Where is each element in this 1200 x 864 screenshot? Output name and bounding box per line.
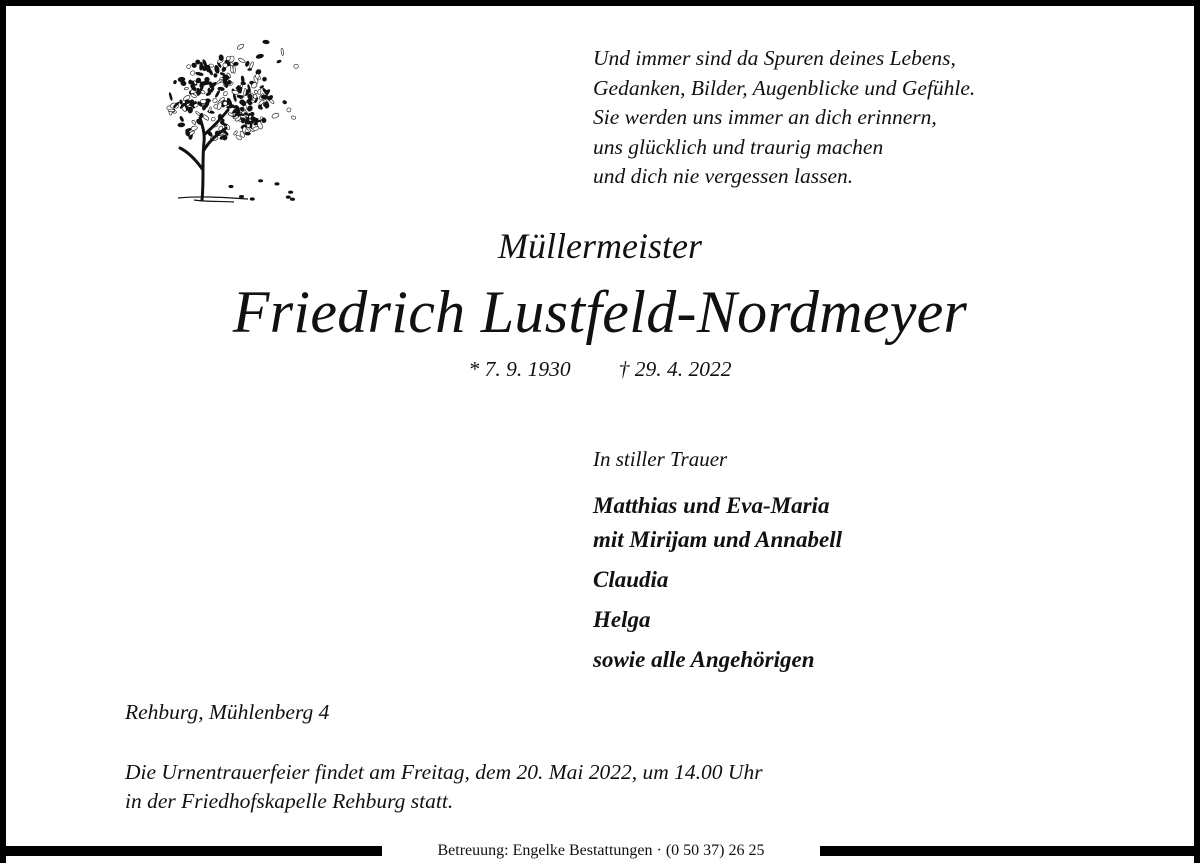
deceased-title: Müllermeister	[498, 226, 702, 266]
mourner-name: mit Mirijam und Annabell	[593, 527, 843, 552]
mourner-name: Matthias und Eva-Maria	[593, 493, 830, 518]
life-dates	[0, 354, 1200, 384]
address: Rehburg, Mühlenberg 4	[125, 700, 330, 724]
frame-bottom-left	[0, 846, 382, 856]
birth-date: * 7. 9. 1930	[468, 357, 571, 381]
mourning-intro: In stiller Trauer	[593, 447, 728, 471]
mourners-list	[593, 490, 842, 684]
poem-line: und dich nie vergessen lassen.	[593, 164, 854, 188]
poem-line: uns glücklich und traurig machen	[593, 134, 884, 159]
funeral-home-footer: Betreuung: Engelke Bestattungen · (0 50 37) 26 25	[437, 842, 765, 859]
mourner-name: sowie alle Angehörigen	[593, 647, 815, 672]
frame-left	[0, 0, 6, 863]
frame-top	[0, 0, 1200, 6]
death-date: † 29. 4. 2022	[618, 357, 732, 381]
mourner-name: Claudia	[593, 567, 669, 592]
ceremony-line: Die Urnentrauerfeier findet am Freitag, dem 20. Mai 2022, um 14.00 Uhr	[125, 760, 763, 784]
poem-line: Sie werden uns immer an dich erinnern,	[593, 105, 937, 129]
tree-illustration-icon	[158, 30, 308, 208]
poem-line: Und immer sind da Spuren deines Lebens,	[593, 46, 956, 70]
frame-right	[1194, 0, 1200, 863]
mourner-name: Helga	[593, 607, 651, 632]
poem-block	[593, 44, 975, 192]
deceased-name: Friedrich Lustfeld-Nordmeyer	[232, 279, 968, 345]
poem-line: Gedanken, Bilder, Augenblicke und Gefühle.	[593, 75, 976, 100]
ceremony-line: in der Friedhofskapelle Rehburg statt.	[125, 789, 454, 813]
frame-bottom-right	[820, 846, 1200, 856]
ceremony-info	[125, 758, 763, 816]
